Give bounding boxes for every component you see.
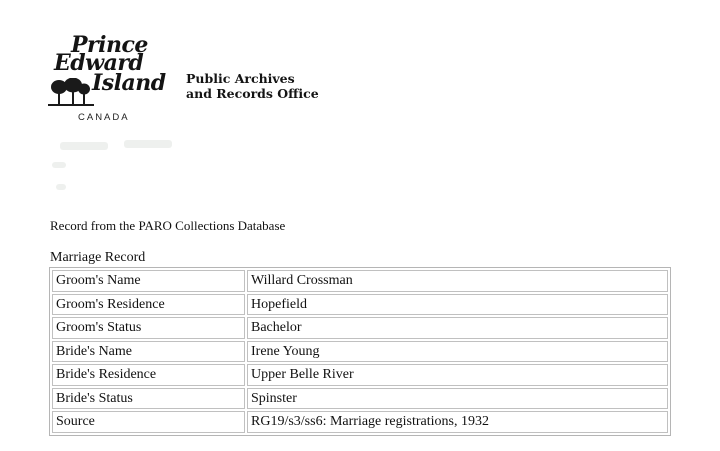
logo-word-island: Island	[92, 70, 166, 96]
trees-icon	[48, 78, 94, 108]
field-value: Upper Belle River	[247, 364, 668, 386]
table-row	[52, 411, 668, 433]
field-label: Bride's Status	[52, 388, 245, 410]
logo-word-prince: Prince	[71, 32, 148, 58]
table-row	[52, 364, 668, 386]
table-row	[52, 388, 668, 410]
faded-mark	[60, 142, 108, 150]
logo-country: CANADA	[78, 112, 130, 123]
field-value: Hopefield	[247, 294, 668, 316]
faded-mark	[56, 184, 66, 190]
field-label: Source	[52, 411, 245, 433]
table-row	[52, 341, 668, 363]
field-value: RG19/s3/ss6: Marriage registrations, 1932	[247, 411, 668, 433]
field-value: Willard Crossman	[247, 270, 668, 292]
table-row	[52, 270, 668, 292]
field-value: Bachelor	[247, 317, 668, 339]
office-name-line-2: and Records Office	[186, 86, 319, 101]
field-label: Bride's Residence	[52, 364, 245, 386]
field-label: Groom's Name	[52, 270, 245, 292]
office-name	[186, 71, 319, 101]
record-title: Marriage Record	[50, 250, 146, 265]
marriage-record-table	[49, 267, 671, 436]
faded-mark	[124, 140, 172, 148]
field-label: Groom's Status	[52, 317, 245, 339]
office-name-line-1: Public Archives	[186, 71, 295, 86]
database-source-line: Record from the PARO Collections Database	[50, 218, 286, 233]
field-value: Spinster	[247, 388, 668, 410]
logo-word-edward: Edward	[54, 50, 144, 76]
field-label: Groom's Residence	[52, 294, 245, 316]
faded-mark	[52, 162, 66, 168]
table-row	[52, 294, 668, 316]
pei-logo	[48, 32, 178, 128]
field-label: Bride's Name	[52, 341, 245, 363]
field-value: Irene Young	[247, 341, 668, 363]
table-row	[52, 317, 668, 339]
